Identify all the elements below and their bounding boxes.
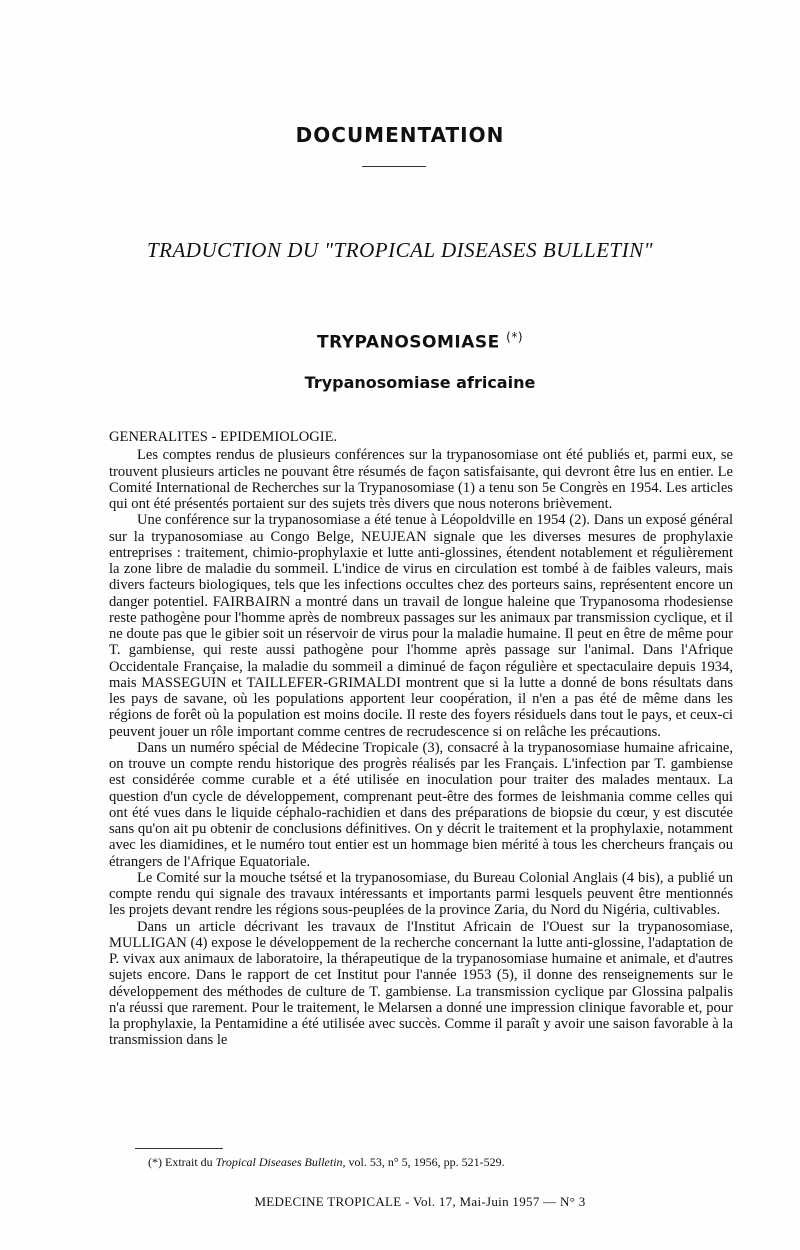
header-rule bbox=[362, 166, 426, 167]
footnote-marker: (*) bbox=[148, 1155, 162, 1169]
footnote-rule bbox=[135, 1148, 223, 1149]
article-title-text: TRYPANOSOMIASE bbox=[316, 332, 500, 353]
paragraph: Les comptes rendus de plusieurs conférences sur la trypanosomiase ont été publiés et, parmi eux, se trouvent plusieurs articles ne pouvant être résumés de façon satisfaisante, qui devront être lus en entier. Le Comité International de Recherches sur la Trypanosomiase (1) a tenu son 5e Congrès en 1954. Les articles qui ont été présentés portaient sur des sujets très divers que nous noterons brièvement. bbox=[109, 447, 733, 512]
journal-footer: MEDECINE TROPICALE - Vol. 17, Mai-Juin 1957 — N° 3 bbox=[254, 1194, 586, 1209]
section-header: DOCUMENTATION bbox=[295, 123, 505, 147]
section-heading: GENERALITES - EPIDEMIOLOGIE. bbox=[109, 429, 338, 445]
article-title bbox=[0, 330, 800, 353]
series-title: TRADUCTION DU "TROPICAL DISEASES BULLETIN" bbox=[146, 238, 654, 262]
footnote-source: Tropical Diseases Bulletin, bbox=[215, 1155, 346, 1169]
title-note-marker: (*) bbox=[506, 330, 524, 344]
footnote-text-before: Extrait du bbox=[165, 1155, 213, 1169]
footnote bbox=[148, 1155, 505, 1170]
paragraph: Une conférence sur la trypanosomiase a été tenue à Léopoldville en 1954 (2). Dans un exposé général sur la trypanosomiase au Congo Belge, NEUJEAN signale que les diverses mesures de prophylaxie entreprises : traitement, chimio-prophylaxie et lutte anti-glossines, étendent notablement et régulièrement la zone libre de maladie du sommeil. L'indice de virus en circulation est tombé à de faibles valeurs, mais divers facteurs biologiques, tels que les infections occultes chez des porteurs sains, représentent encore un danger potentiel. FAIRBAIRN a montré dans un travail de longue haleine que Trypanosoma rhodesiense reste pathogène pour l'homme après de nombreux passages sur les animaux par transmission cyclique, et il ne doute pas que le gibier soit un réservoir de virus pour la maladie humaine. Il peut en être de même pour T. gambiense, qui reste aussi pathogène pour l'homme après passage sur l'animal. Dans l'Afrique Occidentale Française, la maladie du sommeil a diminué de façon régulière et spectaculaire depuis 1934, mais MASSEGUIN et TAILLEFER-GRIMALDI montrent que si la lutte a donné de bons résultats dans les pays de savane, où les populations apportent leur coopération, il n'en a pas été de même dans les régions de forêt où la population est moins docile. Il reste des foyers résiduels dans tout le pays, et ceux-ci peuvent jouer un rôle important comme centres de recrudescence si on relâche les précautions. bbox=[109, 512, 733, 740]
article-subtitle: Trypanosomiase africaine bbox=[304, 373, 536, 392]
footnote-text-after: vol. 53, n° 5, 1956, pp. 521-529. bbox=[348, 1155, 505, 1169]
paragraph: Dans un article décrivant les travaux de l'Institut Africain de l'Ouest sur la trypanosomiase, MULLIGAN (4) expose le développement de la recherche concernant la lutte anti-glossine, l'adaptation de P. vivax aux animaux de laboratoire, la thérapeutique de la trypanosomiase humaine et animale, et d'autres sujets encore. Dans le rapport de cet Institut pour l'année 1953 (5), il donne des renseignements sur le développement des méthodes de culture de T. gambiense. La transmission cyclique par Glossina palpalis n'a réussi que rarement. Pour le traitement, le Melarsen a donné une impression clinique favorable et, pour la prophylaxie, la Pentamidine a été utilisée avec succès. Comme il paraît y avoir une saison favorable à la transmission dans le bbox=[109, 918, 733, 1049]
paragraph: Le Comité sur la mouche tsétsé et la trypanosomiase, du Bureau Colonial Anglais (4 bis), a publié un compte rendu qui signale des travaux intéressants et importants parmi lesquels peuvent être mentionnés les projets devant rendre les régions sous-peuplées de la province Zaria, du Nord du Nigéria, cultivables. bbox=[109, 869, 733, 919]
article-body bbox=[109, 429, 733, 1049]
paragraph: Dans un numéro spécial de Médecine Tropicale (3), consacré à la trypanosomiase humaine africaine, on trouve un compte rendu historique des progrès réalisés par les Français. L'infection par T. gambiense est considérée comme curable et a été utilisée en inoculation pour traiter des malades mentaux. La question d'un cycle de développement, comprenant peut-être des formes de leishmania comme celles qui ont été vues dans le liquide céphalo-rachidien et dans des préparations de biopsie du cœur, y est discutée sans qu'on ait pu obtenir de conclusions définitives. On y décrit le traitement et la prophylaxie, notamment avec les diamidines, et le numéro tout entier est un hommage bien mérité à tous les chercheurs français ou étrangers de l'Afrique Equatoriale. bbox=[109, 739, 733, 870]
